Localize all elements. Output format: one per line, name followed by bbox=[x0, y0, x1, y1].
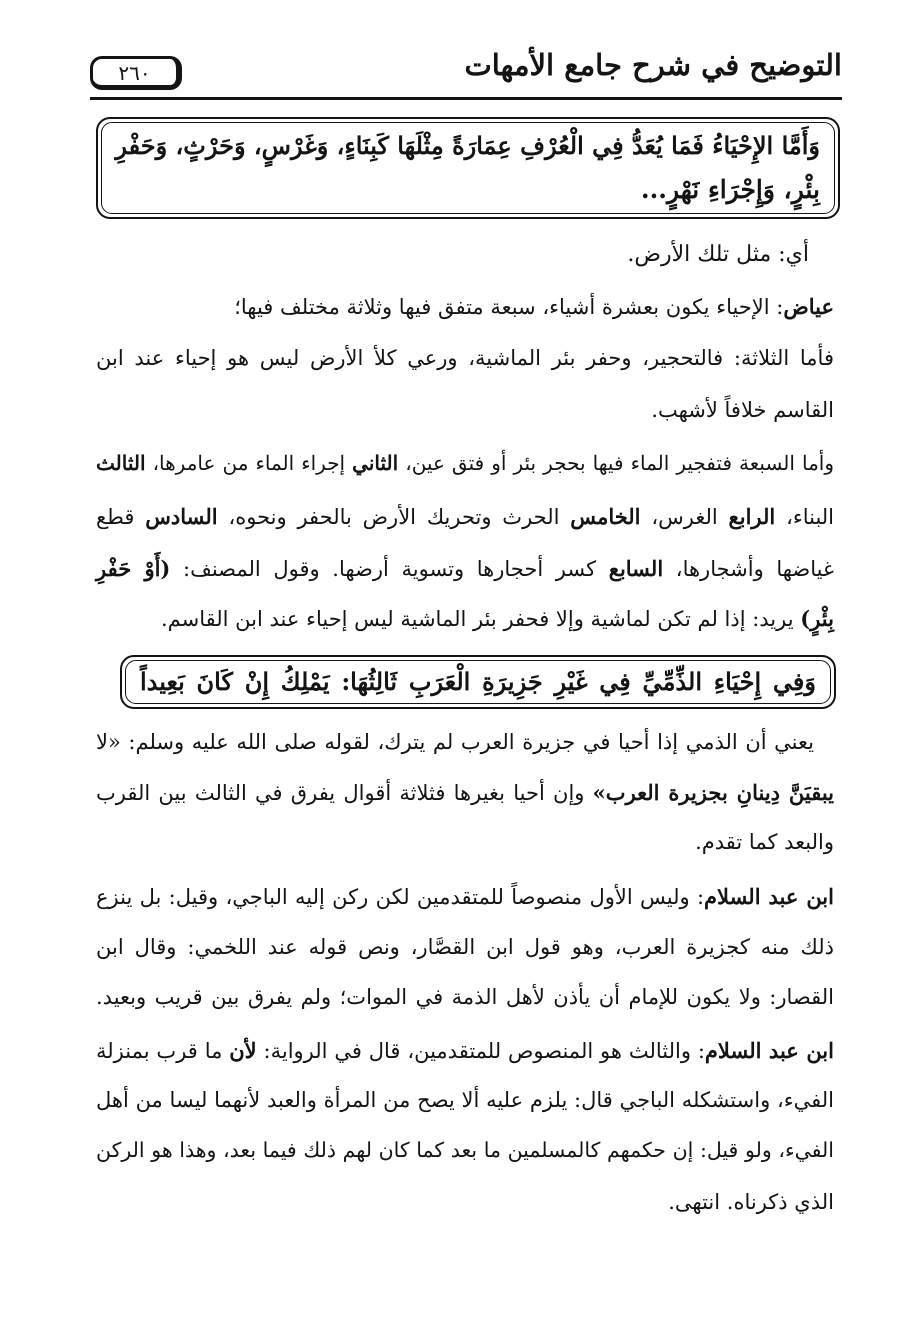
commentary-line: أي: مثل تلك الأرض. bbox=[627, 242, 809, 267]
ordinal-label: الخامس bbox=[570, 504, 641, 529]
page-header bbox=[90, 42, 842, 98]
commentary-text: : الإحياء يكون بعشرة أشياء، سبعة متفق فيها وثلاثة مختلف فيها؛ bbox=[234, 295, 784, 319]
matn-citation: (أَوْ حَفْرِ bbox=[96, 556, 171, 581]
commentary-text: وأما السبعة فتفجير الماء فيها بحجر بئر أو فتق عين، bbox=[405, 451, 835, 475]
matn-line: وَأَمَّا الإِحْيَاءُ فَمَا يُعَدُّ فِي الْعُرْفِ عِمَارَةً مِثْلَهَا كَبِنَاءٍ، وَغَرْسٍ، وَحَرْثٍ، وَحَفْرِ bbox=[115, 131, 820, 160]
matn-quote-box bbox=[96, 117, 840, 219]
commentary-text: ما قرب بمنزلة bbox=[96, 1039, 223, 1063]
commentary-line: الذي ذكرناه. انتهى. bbox=[668, 1190, 834, 1214]
commentary-line: القاسم خلافاً لأشهب. bbox=[651, 398, 834, 422]
ordinal-label: الثاني bbox=[352, 451, 399, 475]
commentary-line: يعني أن الذمي إذا أحيا في جزيرة العرب لم يترك، لقوله صلى الله عليه وسلم: «لا bbox=[96, 730, 814, 754]
commentary-line bbox=[96, 556, 834, 581]
commentary-line bbox=[96, 1038, 834, 1063]
commentary-line bbox=[96, 451, 834, 475]
ordinal-label: السابع bbox=[608, 556, 664, 581]
scholar-name: ابن عبد السلام bbox=[704, 1038, 834, 1063]
matn-line: بِئْرٍ، وَإِجْرَاءِ نَهْرٍ... bbox=[640, 175, 820, 204]
page-number: ٢٦٠ bbox=[118, 61, 151, 85]
matn-citation: بِئْرٍ) bbox=[800, 606, 834, 631]
commentary-text: : وليس الأول منصوصاً للمتقدمين لكن ركن إليه الباجي، وقيل: بل ينزع bbox=[96, 885, 705, 909]
commentary-text: الحرث وتحريك الأرض بالحفر ونحوه، bbox=[228, 505, 560, 529]
commentary-line bbox=[96, 780, 834, 805]
hadith-quote: يبقيَنَّ دِينانِ بجزيرة العرب» bbox=[592, 780, 835, 805]
commentary-line: والبعد كما تقدم. bbox=[695, 830, 834, 854]
commentary-line bbox=[96, 884, 834, 909]
matn-quote-box bbox=[120, 655, 836, 709]
commentary-text: كسر أحجارها وتسوية أرضها. وقول المصنف: bbox=[183, 557, 597, 581]
commentary-line: ذلك منه كجزيرة العرب، وهو قول ابن القصَّار، ونص قوله عند اللخمي: وقال ابن bbox=[96, 935, 834, 959]
page-number-frame bbox=[90, 56, 182, 90]
ordinal-label: الثالث bbox=[96, 451, 146, 475]
commentary-line: فأما الثلاثة: فالتحجير، وحفر بئر الماشية، ورعي كلأ الأرض ليس هو إحياء عند ابن bbox=[96, 346, 834, 370]
matn-line: وَفِي إِحْيَاءِ الذِّمِّيِّ فِي غَيْرِ جَزِيرَةِ الْعَرَبِ ثَالِثُهَا: يَمْلِكُ إِنْ كَانَ بَعِيداً bbox=[140, 667, 816, 696]
ordinal-label: السادس bbox=[145, 504, 218, 529]
commentary-text: وإن أحيا بغيرها فثلاثة أقوال يفرق في الثالث بين القرب bbox=[96, 781, 585, 805]
scholar-name: عياض bbox=[783, 294, 834, 319]
commentary-line bbox=[96, 294, 834, 319]
commentary-text: : والثالث هو المنصوص للمتقدمين، قال في الرواية: bbox=[263, 1039, 705, 1063]
commentary-text: قطع bbox=[96, 505, 135, 529]
commentary-text: إجراء الماء من عامرها، bbox=[152, 451, 346, 475]
commentary-text: يريد: إذا لم تكن لماشية وإلا فحفر بئر الماشية ليس إحياء عند ابن القاسم. bbox=[161, 607, 794, 631]
commentary-text: الغرس، bbox=[651, 505, 718, 529]
commentary-line: القصار: ولا يكون للإمام أن يأذن لأهل الذمة في الموات؛ ولم يفرق بين قريب وبعيد. bbox=[96, 985, 834, 1009]
ordinal-label: الرابع bbox=[728, 504, 776, 529]
commentary-line bbox=[96, 504, 834, 529]
scholar-name: ابن عبد السلام bbox=[704, 884, 834, 909]
commentary-text: البناء، bbox=[786, 505, 835, 529]
running-title: التوضيح في شرح جامع الأمهات bbox=[464, 48, 842, 82]
commentary-line: الفيء، واستشكله الباجي قال: يلزم عليه ألا يصح من المرأة والعبد لأنهما ليسا من أهل bbox=[96, 1088, 834, 1112]
emphasis: لأن bbox=[229, 1038, 257, 1063]
header-rule bbox=[90, 97, 842, 100]
commentary-line: الفيء، ولو قيل: إن حكمهم كالمسلمين ما بعد كما كان لهم ذلك فيما بعد، وهذا هو الركن bbox=[96, 1138, 834, 1162]
commentary-line bbox=[96, 606, 834, 631]
commentary-text: غياضها وأشجارها، bbox=[675, 557, 834, 581]
